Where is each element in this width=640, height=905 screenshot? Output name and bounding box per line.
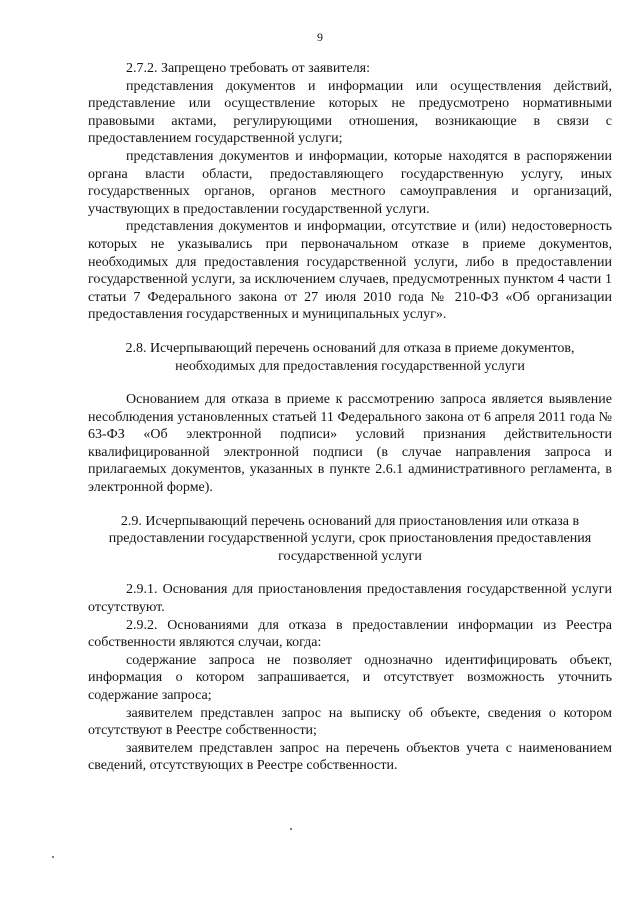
section-2-9-2-item-3: заявителем представлен запрос на перечень объектов учета с наименованием сведений, отсутствующих в Реестре собственности. [88,740,612,774]
section-2-9-heading: 2.9. Исчерпывающий перечень оснований для приостановления или отказа в предоставлении государственной услуги, срок приостановления предоставления государственной услуги [108,513,592,564]
section-2-7-2-item-1: представления документов и информации или осуществления действий, представление или осуществление которых не предусмотрено нормативными правовыми актами, регулирующими отношения, возникающие в связи с предоставлением государственной услуги; [88,78,612,147]
section-2-7-2-item-3: представления документов и информации, отсутствие и (или) недостоверность которых не указывались при первоначальном отказе в приеме документов, необходимых для предоставления государственной услуги, либо в предоставлении государственной услуги, за исключением случаев, предусмотренных пунктом 4 части 1 статьи 7 Федерального закона от 27 июля 2010 года № 210-ФЗ «Об организации предоставления государственных и муниципальных услуг». [88,219,612,323]
scan-speck [290,828,292,830]
section-2-9-2-item-1: содержание запроса не позволяет однозначно идентифицировать объект, информация о котором запрашивается, и отсутствует возможность уточнить содержание запроса; [88,652,612,703]
section-2-8-paragraph: Основанием для отказа в приеме к рассмотрению запроса является выявление несоблюдения установленных статьей 11 Федерального закона от 6 апреля 2011 года № 63-ФЗ «Об электронной подписи» условий признания действительности квалифицированной электронной подписи (в случае направления запроса и прилагаемых документов, указанных в пункте 2.6.1 административного регламента, в электронной форме). [88,392,612,496]
section-2-9-2-paragraph: 2.9.2. Основаниями для отказа в предоставлении информации из Реестра собственности являются случаи, когда: [88,617,612,651]
section-2-7-2-title: 2.7.2. Запрещено требовать от заявителя: [126,61,371,76]
document-body [88,60,612,775]
scan-speck [52,856,54,858]
page-number: 9 [317,30,323,44]
section-2-9-2-item-2: заявителем представлен запрос на выписку об объекте, сведения о котором отсутствуют в Реестре собственности; [88,705,612,739]
section-2-7-2-item-2: представления документов и информации, которые находятся в распоряжении органа власти области, предоставляющего государственную услугу, иных государственных органов, органов местного самоуправления и организаций, участвующих в предоставлении государственной услуги. [88,148,612,217]
section-2-9-1-paragraph: 2.9.1. Основания для приостановления предоставления государственной услуги отсутствуют. [88,582,612,616]
section-2-8-heading: 2.8. Исчерпывающий перечень оснований для отказа в приеме документов, необходимых для предоставления государственной услуги [125,340,575,374]
